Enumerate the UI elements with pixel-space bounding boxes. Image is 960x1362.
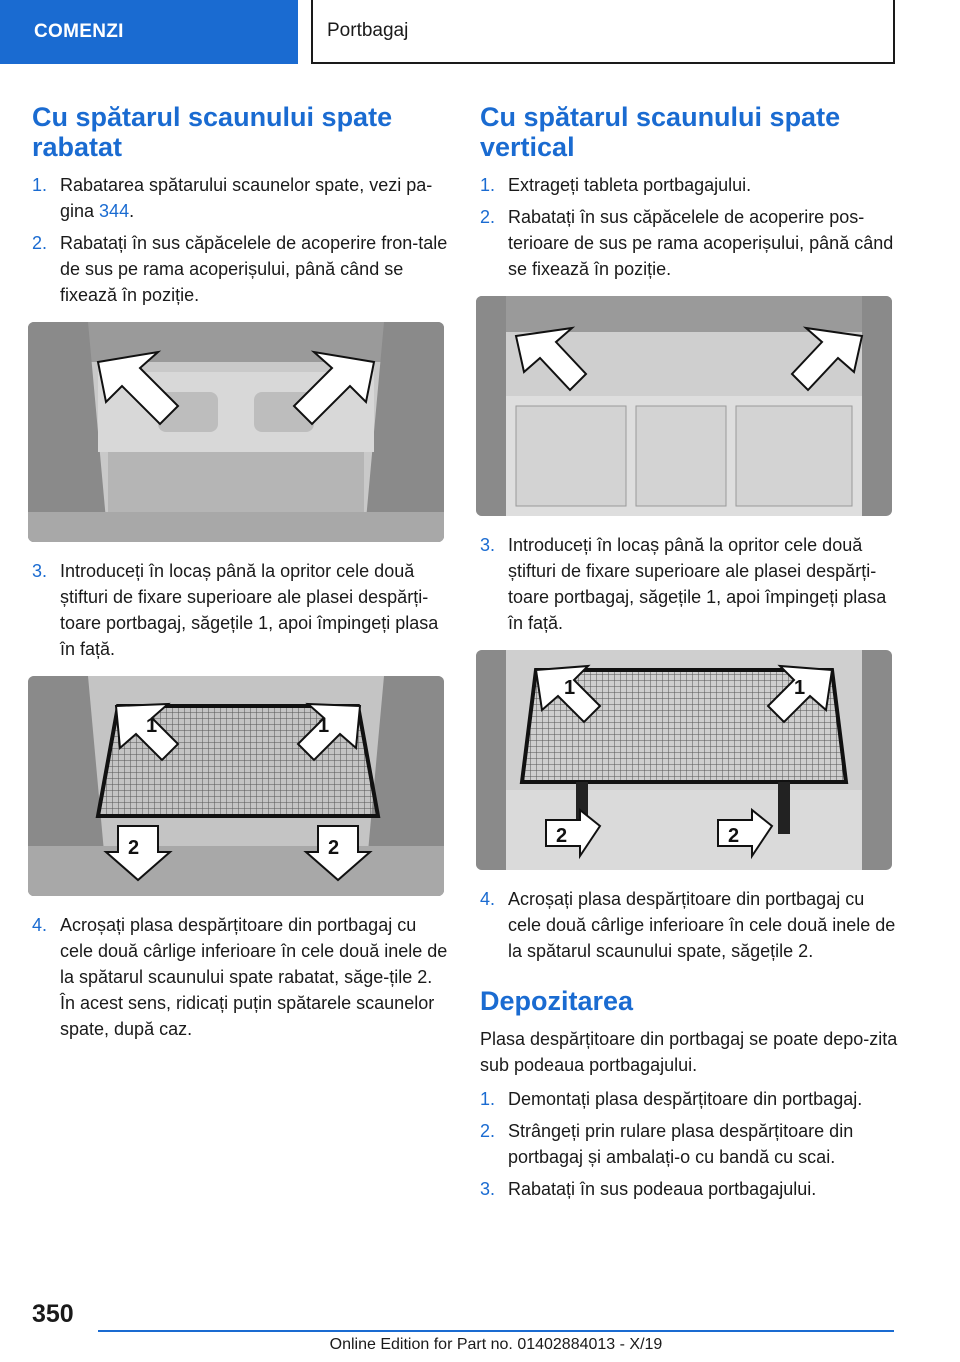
right-column — [480, 102, 900, 1208]
footer-divider — [98, 1330, 894, 1332]
storage-step-3 — [480, 1176, 900, 1202]
step-number: 2. — [480, 207, 496, 227]
figure-net-install-seats-upright — [476, 650, 892, 870]
storage-step-1 — [480, 1086, 900, 1112]
edition-note: Online Edition for Part no. 01402884013 - X/19 — [329, 1336, 663, 1353]
chapter-header — [311, 0, 895, 64]
right-step-1 — [480, 172, 900, 198]
step-number: 3. — [480, 535, 496, 555]
step-text: Introduceți în locaș până la opritor cele două știfturi de fixare superioare ale plasei despărți-toare portbagaj, săgețile 1, apoi împingeți plasa în față. — [508, 535, 887, 633]
step-text: Rabatați în sus căpăcelele de acoperire fron-tale de sus pe rama acoperișului, până când se fixează în poziție. — [60, 233, 448, 305]
callout-2: 2 — [728, 825, 740, 847]
chapter-label: Portbagaj — [327, 20, 409, 41]
storage-step-2 — [480, 1118, 900, 1170]
callout-2: 2 — [556, 825, 568, 847]
step-number: 3. — [480, 1179, 496, 1199]
figure-trunk-seats-upright-covers — [476, 296, 892, 516]
left-step-4 — [32, 912, 452, 1042]
storage-intro: Plasa despărțitoare din portbagaj se poate depo-zita sub podeaua portbagajului. — [480, 1029, 898, 1075]
right-step-4 — [480, 886, 900, 964]
step-number: 1. — [480, 1089, 496, 1109]
callout-2: 2 — [128, 837, 140, 859]
section-tab[interactable] — [0, 0, 298, 64]
step-text: Strângeți prin rulare plasa despărțitoare din portbagaj și ambalați-o cu bandă cu scai. — [508, 1121, 854, 1167]
page-number: 350 — [32, 1300, 74, 1328]
left-step-2 — [32, 230, 452, 308]
callout-1: 1 — [794, 677, 806, 699]
figure-trunk-seats-folded-covers — [28, 322, 444, 542]
callout-1: 1 — [564, 677, 576, 699]
step-number: 2. — [480, 1121, 496, 1141]
step-number: 4. — [32, 915, 48, 935]
step-number: 1. — [480, 175, 496, 195]
page-link[interactable]: 344 — [99, 201, 130, 221]
right-heading: Cu spătarul scaunului spate vertical — [480, 102, 841, 162]
step-text: Rabatați în sus căpăcelele de acoperire pos-terioare de sus pe rama acoperișului, până când se fixează în poziție. — [508, 207, 894, 279]
step-text: Extrageți tableta portbagajului. — [508, 175, 752, 195]
step-number: 4. — [480, 889, 496, 909]
figure-net-install-seats-folded — [28, 676, 444, 896]
callout-1: 1 — [146, 715, 158, 737]
storage-heading: Depozitarea — [480, 986, 634, 1016]
step-text: Acroșați plasa despărțitoare din portbagaj cu cele două cârlige inferioare în cele două inele de la spătarul scaunului spate rabatat, săge-țile 2. În acest sens, ridicați puțin spătarele scaunelor spate, după caz. — [60, 915, 448, 1039]
step-text: Rabatați în sus podeaua portbagajului. — [508, 1179, 817, 1199]
right-step-3 — [480, 532, 900, 636]
step-text: Demontați plasa despărțitoare din portbagaj. — [508, 1089, 863, 1109]
step-number: 2. — [32, 233, 48, 253]
step-number: 3. — [32, 561, 48, 581]
callout-1: 1 — [318, 715, 330, 737]
left-step-3 — [32, 558, 452, 662]
step-text: Introduceți în locaș până la opritor cele două știfturi de fixare superioare ale plasei despărți-toare portbagaj, săgețile 1, apoi împingeți plasa în față. — [60, 561, 439, 659]
callout-2: 2 — [328, 837, 340, 859]
left-heading: Cu spătarul scaunului spate rabatat — [32, 102, 393, 162]
left-column — [32, 102, 452, 1048]
step-text: Rabatarea spătarului scaunelor spate, vezi pa-gina — [60, 175, 433, 221]
step-number: 1. — [32, 175, 48, 195]
step-text: Acroșați plasa despărțitoare din portbagaj cu cele două cârlige inferioare în cele două inele de la spătarul scaunului spate, săgețile 2. — [508, 889, 896, 961]
left-step-1: 1. Rabatarea spătarului scaunelor spate, vezi pa-gina 344. — [32, 172, 452, 224]
right-step-2 — [480, 204, 900, 282]
section-label: COMENZI — [34, 21, 124, 42]
